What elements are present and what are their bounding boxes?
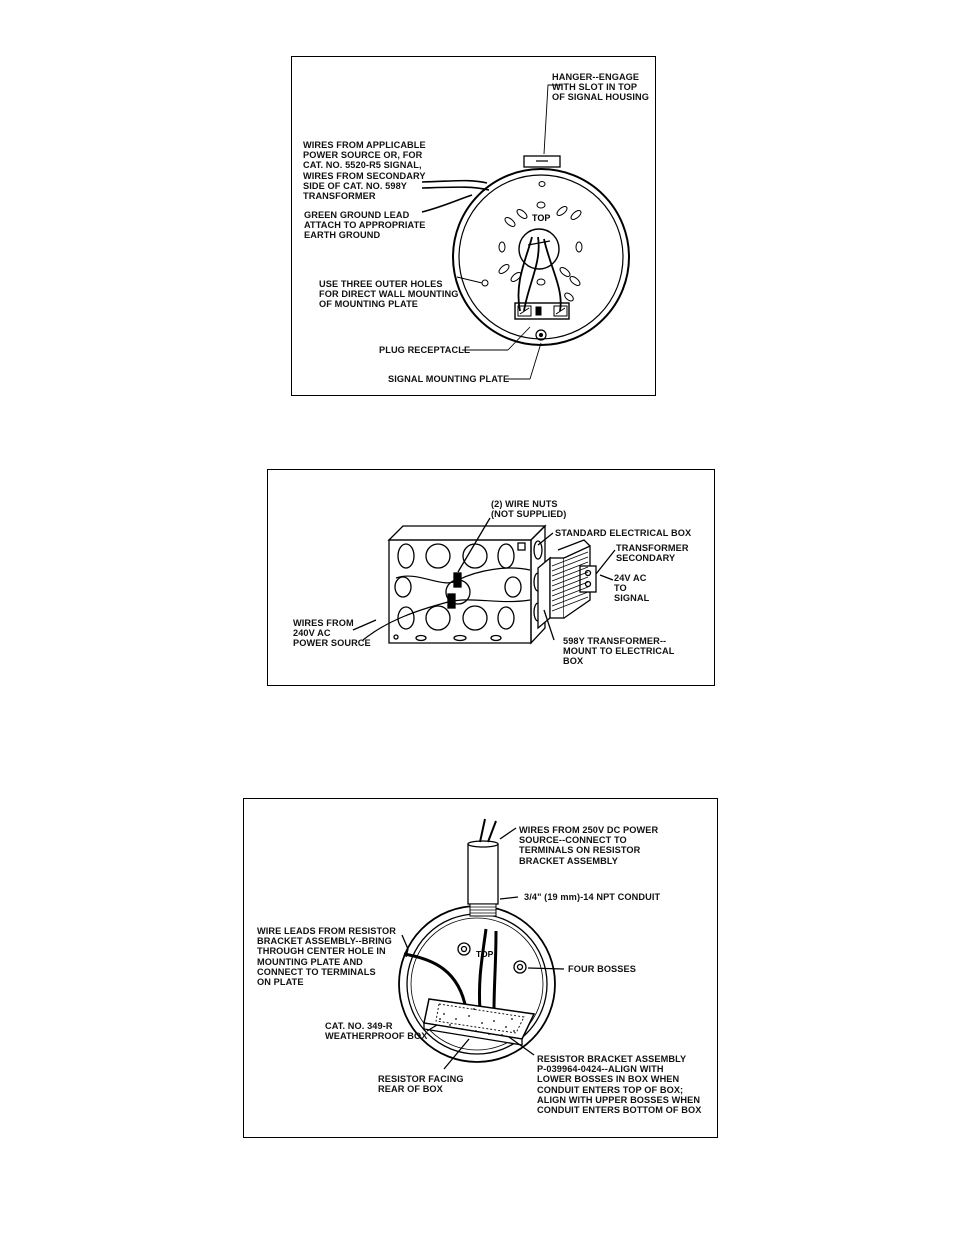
transformer-secondary-label: TRANSFORMER SECONDARY (616, 543, 689, 564)
resistor-bracket (424, 999, 534, 1045)
wire-nut (454, 573, 461, 587)
top-marker: TOP (476, 949, 494, 959)
figure-weatherproof-box (243, 798, 718, 1138)
power-source-label: WIRES FROM 240V AC POWER SOURCE (293, 618, 371, 649)
four-bosses-label: FOUR BOSSES (568, 964, 636, 974)
resistor-facing-label: RESISTOR FACING REAR OF BOX (378, 1074, 464, 1095)
wire-nuts-label: (2) WIRE NUTS (NOT SUPPLIED) (491, 499, 567, 520)
wire-nut (448, 594, 455, 608)
outer-mounting-hole (482, 280, 488, 286)
hanger-label: HANGER--ENGAGE WITH SLOT IN TOP OF SIGNAL HOUSING (552, 72, 649, 103)
conduit (468, 844, 498, 904)
signal-output-label: 24V AC TO SIGNAL (614, 573, 650, 604)
conduit-label: 3/4" (19 mm)-14 NPT CONDUIT (524, 892, 661, 902)
weatherproof-box-label: CAT. NO. 349-R WEATHERPROOF BOX (325, 1021, 428, 1042)
ground-lead-label: GREEN GROUND LEAD ATTACH TO APPROPRIATE EARTH GROUND (304, 210, 426, 241)
top-marker: TOP (532, 213, 551, 223)
wire-leads-label: WIRE LEADS FROM RESISTOR BRACKET ASSEMBLY--BRING THROUGH CENTER HOLE IN MOUNTING PLATE AND CONNECT TO TERMINALS ON PLATE (257, 926, 397, 988)
electrical-box-label: STANDARD ELECTRICAL BOX (555, 528, 692, 538)
figure-mounting-plate (291, 56, 656, 396)
plug-receptacle-label: PLUG RECEPTACLE (379, 345, 471, 355)
mounting-plate-label: SIGNAL MOUNTING PLATE (388, 374, 510, 384)
boss (458, 943, 470, 955)
dc-wires-label: WIRES FROM 250V DC POWER SOURCE--CONNECT TO TERMINALS ON RESISTOR BRACKET ASSEMBLY (519, 825, 659, 866)
resistor-bracket-label: RESISTOR BRACKET ASSEMBLY P-039964-0424--ALIGN WITH LOWER BOSSES IN BOX WHEN CONDUIT ENTERS TOP OF BOX; ALIGN WITH UPPER BOSSES WHEN CONDUIT ENTERS BOTTOM OF BOX (537, 1054, 702, 1116)
outer-holes-label: USE THREE OUTER HOLES FOR DIRECT WALL MOUNTING OF MOUNTING PLATE (319, 279, 459, 310)
boss (514, 961, 526, 973)
figure-transformer-box (267, 469, 715, 686)
power-wires-label: WIRES FROM APPLICABLE POWER SOURCE OR, FOR CAT. NO. 5520-R5 SIGNAL, WIRES FROM SECONDARY SIDE OF CAT. NO. 598Y TRANSFORMER (303, 140, 426, 202)
transformer-label: 598Y TRANSFORMER-- MOUNT TO ELECTRICAL BOX (563, 636, 675, 667)
